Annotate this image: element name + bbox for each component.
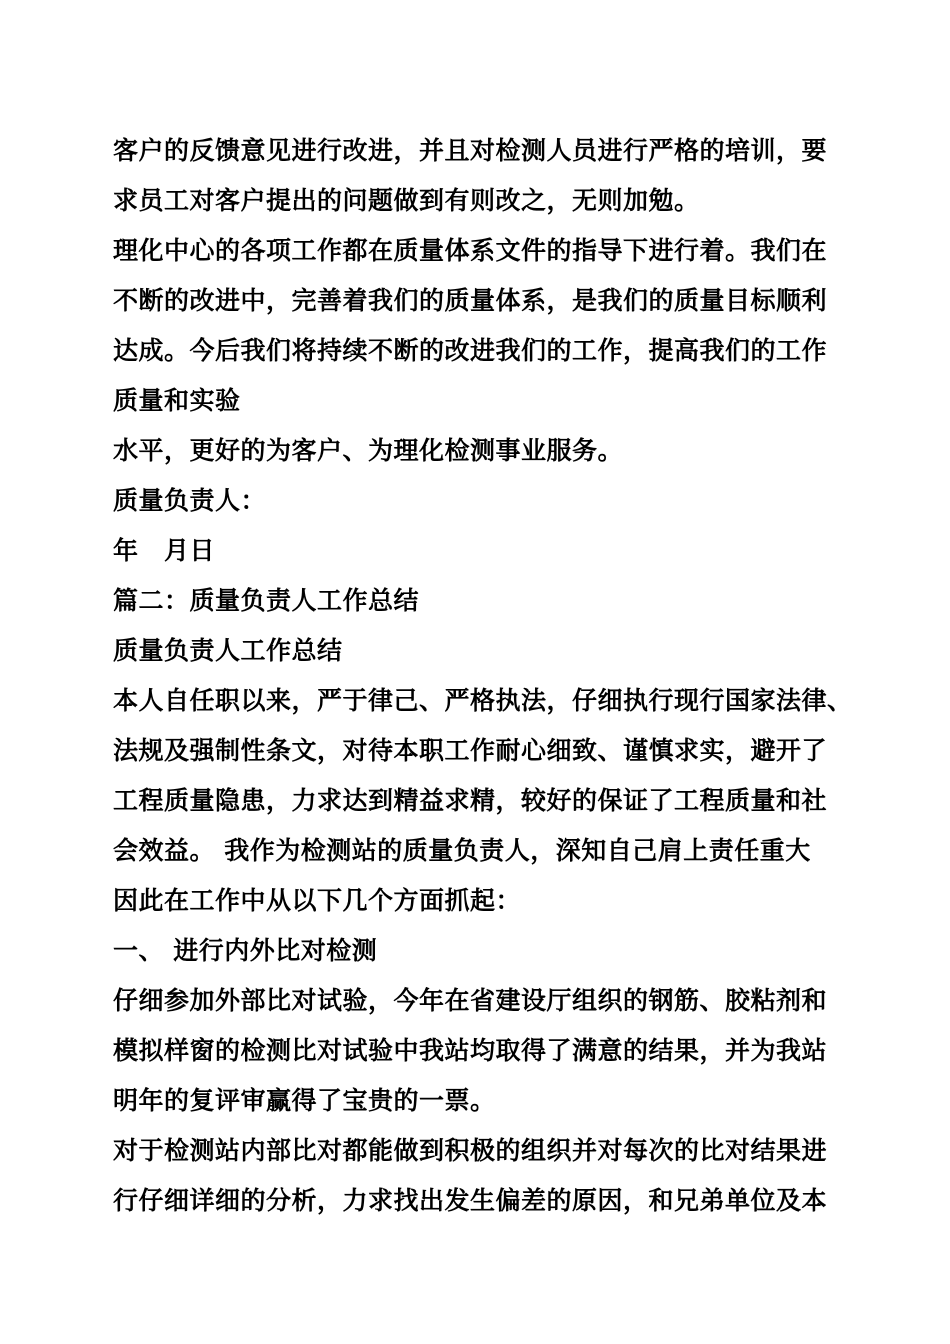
- text-line: 模拟样窗的检测比对试验中我站均取得了满意的结果，并为我站: [113, 1036, 828, 1065]
- text-line: 求员工对客户提出的问题做到有则改之，无则加勉。: [113, 186, 700, 215]
- text-line: 工程质量隐患，力求达到精益求精，较好的保证了工程质量和社: [113, 786, 828, 815]
- text-line: 水平，更好的为客户、为理化检测事业服务。: [113, 436, 624, 465]
- text-line: 行仔细详细的分析，力求找出发生偏差的原因，和兄弟单位及本: [113, 1186, 828, 1215]
- document-body: [113, 126, 893, 1226]
- text-line: 因此在工作中从以下几个方面抓起：: [113, 886, 522, 915]
- date-line: 年 月日: [113, 536, 216, 565]
- text-line: 客户的反馈意见进行改进，并且对检测人员进行严格的培训，要: [113, 136, 828, 165]
- document-title: 质量负责人工作总结: [113, 636, 343, 665]
- text-line: 明年的复评审赢得了宝贵的一票。: [113, 1086, 496, 1115]
- text-line: 不断的改进中，完善着我们的质量体系，是我们的质量目标顺利: [113, 286, 828, 315]
- signature-label: 质量负责人：: [113, 486, 267, 515]
- text-line: 对于检测站内部比对都能做到积极的组织并对每次的比对结果进: [113, 1136, 828, 1165]
- text-line: 质量和实验: [113, 386, 241, 415]
- text-line: 本人自任职以来，严于律己、严格执法，仔细执行现行国家法律、: [113, 686, 853, 715]
- text-line: 仔细参加外部比对试验，今年在省建设厅组织的钢筋、胶粘剂和: [113, 986, 828, 1015]
- section-heading: 篇二：质量负责人工作总结: [113, 586, 420, 615]
- text-line: 法规及强制性条文，对待本职工作耐心细致、谨慎求实，避开了: [113, 736, 828, 765]
- text-line: 会效益。 我作为检测站的质量负责人，深知自己肩上责任重大: [113, 836, 811, 865]
- text-line: 理化中心的各项工作都在质量体系文件的指导下进行着。我们在: [113, 236, 828, 265]
- list-heading: 一、 进行内外比对检测: [113, 936, 378, 965]
- text-line: 达成。今后我们将持续不断的改进我们的工作，提高我们的工作: [113, 336, 828, 365]
